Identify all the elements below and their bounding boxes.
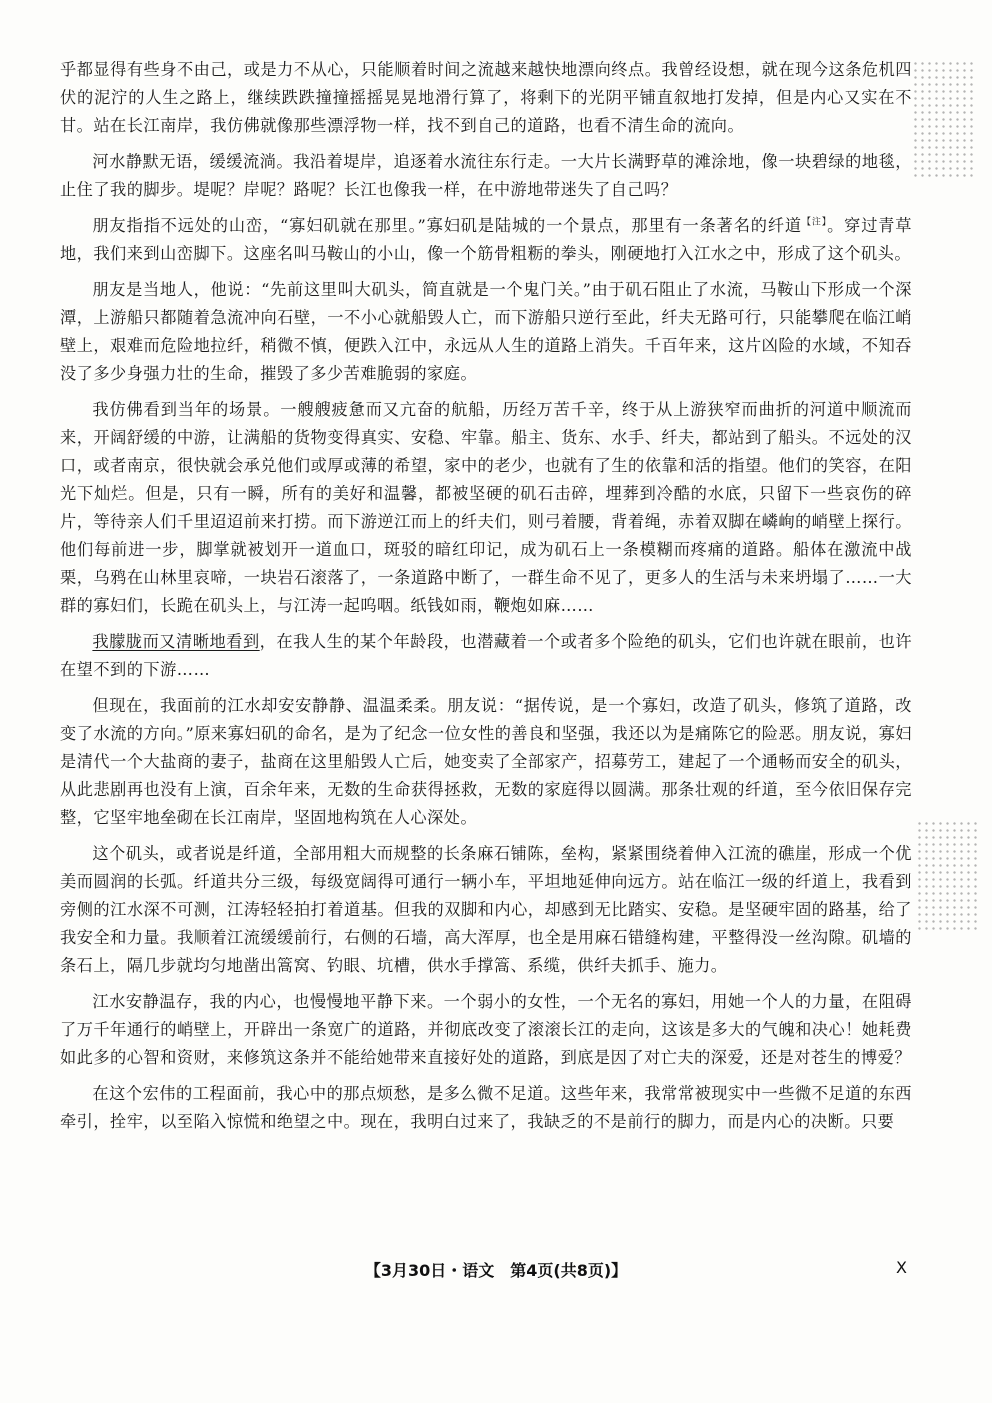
paragraph-6 — [60, 628, 912, 684]
paragraph-8: 这个矶头，或者说是纤道，全部用粗大而规整的长条麻石铺陈，垒构，紧紧围绕着伸入江流的礁崖，形成一个优美而圆润的长弧。纤道共分三级，每级宽阔得可通行一辆小车，平坦地延伸向远方。站在临江一级的纤道上，我看到旁侧的江水深不可测，江涛轻轻拍打着道基。但我的双脚和内心，却感到无比踏实、安稳。是坚硬牢固的路基，给了我安全和力量。我顺着江流缓缓前行，右侧的石墙，高大浑厚，也全是用麻石错缝构建，平整得没一丝沟隙。矶墙的条石上，隔几步就均匀地凿出篙窝、钓眼、坑槽，供水手撑篙、系缆，供纤夫抓手、施力。 — [60, 844, 912, 975]
paragraph-4: 朋友是当地人，他说：“先前这里叫大矶头，简直就是一个鬼门关。”由于矶石阻止了水流，马鞍山下形成一个深潭，上游船只都随着急流冲向石壁，一不小心就船毁人亡，而下游船只逆行至此，纤夫无路可行，只能攀爬在临江峭壁上，艰难而危险地拉纤，稍微不慎，便跌入江中，永远从人生的道路上消失。千百年来，这片凶险的水域，不知吞没了多少身强力壮的生命，摧毁了多少苦难脆弱的家庭。 — [60, 280, 912, 383]
paragraph-1: 乎都显得有些身不由己，或是力不从心，只能顺着时间之流越来越快地漂向终点。我曾经设想，就在现今这条危机四伏的泥泞的人生之路上，继续跌跌撞撞摇摇晃晃地滑行算了，将剩下的光阴平铺直叙地打发掉，但是内心又实在不甘。站在长江南岸，我仿佛就像那些漂浮物一样，找不到自己的道路，也看不清生命的流向。 — [60, 60, 912, 135]
page-footer: 【3月30日・语文 第4页(共8页)】 — [364, 1261, 628, 1280]
paragraph-3-tail: 。穿过青草地，我们来到山峦脚下。这座名叫马鞍山的小山，像一个筋骨粗粝的拳头，刚硬地打入江水之中，形成了这个矶头。 — [60, 216, 912, 263]
paragraph-6-rest: ，在我人生的某个年龄段，也潜藏着一个或者多个险绝的矶头，它们也许就在眼前，也许在望不到的下游…… — [60, 632, 913, 679]
paragraph-10: 在这个宏伟的工程面前，我心中的那点烦愁，是多么微不足道。这些年来，我常常被现实中一些微不足道的东西牵引，拴牢，以至陷入惊慌和绝望之中。现在，我明白过来了，我缺乏的不是前行的脚力，而是内心的决断。只要 — [60, 1084, 912, 1131]
paragraph-3 — [60, 212, 912, 268]
paragraph-3-head: 朋友指指不远处的山峦，“寡妇矶就在那里。”寡妇矶是陆城的一个景点，那里有一条著名的纤道 — [92, 216, 802, 235]
paragraph-2: 河水静默无语，缓缓流淌。我沿着堤岸，追逐着水流往东行走。一大片长满野草的滩涂地，像一块碧绿的地毯，止住了我的脚步。堤呢？岸呢？路呢？长江也像我一样，在中游地带迷失了自己吗？ — [60, 152, 912, 199]
underlined-sentence: 我朦胧而又清晰地看到 — [92, 632, 260, 651]
footnote-marker: 【注】 — [801, 217, 828, 228]
paragraph-5: 我仿佛看到当年的场景。一艘艘疲惫而又亢奋的航船，历经万苦千辛，终于从上游狭窄而曲折的河道中顺流而来，开阔舒缓的中游，让满船的货物变得真实、安稳、牢靠。船主、货东、水手、纤夫，都站到了船头。不远处的汉口，或者南京，很快就会承兑他们或厚或薄的希望，家中的老少，也就有了生的依靠和活的指望。他们的笑容，在阳光下灿烂。但是，只有一瞬，所有的美好和温馨，都被坚硬的矶石击碎，埋葬到冷酷的水底，只留下一些哀伤的碎片，等待亲人们千里迢迢前来打捞。而下游逆江而上的纤夫们，则弓着腰，背着绳，赤着双脚在嶙峋的峭壁上探行。他们每前进一步，脚掌就被划开一道血口，斑驳的暗红印记，成为矶石上一条模糊而疼痛的道路。船体在激流中战栗，乌鸦在山林里哀啼，一块岩石滚落了，一条道路中断了，一群生命不见了，更多人的生活与未来坍塌了……一大群的寡妇们，长跪在矶头上，与江涛一起呜咽。纸钱如雨，鞭炮如麻…… — [60, 400, 912, 615]
footer-mark: X — [896, 1258, 907, 1277]
paragraph-9: 江水安静温存，我的内心，也慢慢地平静下来。一个弱小的女性，一个无名的寡妇，用她一个人的力量，在阻碍了万千年通行的峭壁上，开辟出一条宽广的道路，并彻底改变了滚滚长江的走向，这该是多大的气魄和决心！她耗费如此多的心智和资财，来修筑这条并不能给她带来直接好处的道路，到底是因了对亡夫的深爱，还是对苍生的博爱？ — [60, 992, 912, 1067]
scan-dot-pattern — [912, 60, 976, 180]
article-body — [60, 56, 912, 1144]
scan-dot-pattern — [916, 820, 980, 930]
paragraph-7: 但现在，我面前的江水却安安静静、温温柔柔。朋友说：“据传说，是一个寡妇，改造了矶头，修筑了道路，改变了水流的方向。”原来寡妇矶的命名，是为了纪念一位女性的善良和坚强，我还以为是痛陈它的险恶。朋友说，寡妇是清代一个大盐商的妻子，盐商在这里船毁人亡后，她变卖了全部家产，招募劳工，建起了一个通畅而安全的矶头，从此悲剧再也没有上演，百余年来，无数的生命获得拯救，无数的家庭得以圆满。那条壮观的纤道，至今依旧保存完整，它坚牢地垒砌在长江南岸，坚固地构筑在人心深处。 — [60, 696, 912, 827]
